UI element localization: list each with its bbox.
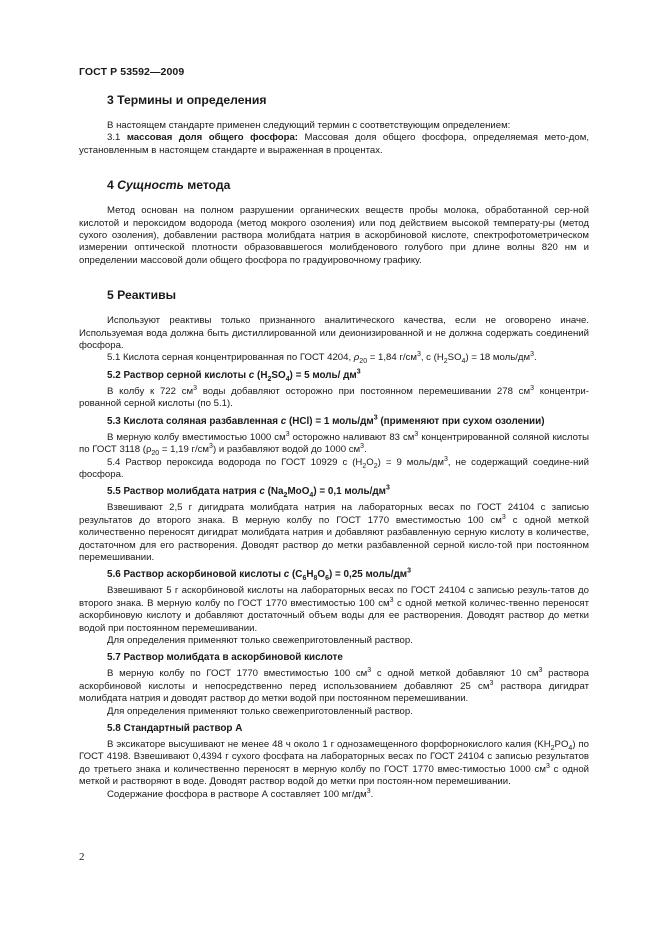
section-4-title: 4 Сущность метода (107, 178, 231, 193)
s5-6-text: Взвешивают 5 г аскорбиновой кислоты на лабораторных весах по ГОСТ 24104 с записью резуль-татов до второго знака. В мерную колбу по ГОСТ 1770 вместимостью 100 $см^3$ с одной меткой количес-твенно переносят аскорбиновую кислоту и добавляют достаточный объем воды для ее растворения. Доводят раствор до метки водой при постоянном перемешивании. (79, 585, 589, 634)
s5-4-text: 5.4 Раствор пероксида водорода по ГОСТ 10929 c $(H_2O_2) = 9$ моль/$дм^3$, не содержащий соедине-ний фосфора. (79, 455, 589, 480)
s5-5-text: Взвешивают 2,5 г дигидрата молибдата натрия на лабораторных весах по ГОСТ 24104 с записью результатов до второго знака. В мерную колбу по ГОСТ 1770 вместимостью 100 $см^3$ с одной меткой количественно переносят дигидрат молибдата натрия и добавляют разбавленную серную кислоту в количестве, достаточном для его растворения. Доводят раствор до метки разбавленной серной кисло-той при постоянном перемешивании. (79, 502, 590, 563)
s5-8-heading: 5.8 Стандартный раствор А (107, 723, 243, 734)
page-number: 2 (79, 851, 85, 863)
s5-7-note: Для определения применяют только свежеприготовленный раствор. (107, 705, 413, 717)
s5-7-heading: 5.7 Раствор молибдата в аскорбиновой кислоте (107, 652, 343, 664)
s5-6-note: Для определения применяют только свежеприготовленный раствор. (107, 634, 413, 646)
s5-8-note: Содержание фосфора в растворе А составляет 100 $мг/дм^3$. (107, 787, 374, 800)
s3-intro: В настоящем стандарте применен следующий термин с соответствующим определением: (107, 120, 511, 131)
s5-1-paragraph: 5.1 Кислота серная концентрированная по ГОСТ 4204, $\rho_{20} = 1,84$ $г/см^3$, c $(H_2SO_4) = 18$ моль/$дм^3$. (107, 351, 537, 366)
s5-2-heading: 5.2 Раствор серной кислоты c $(H_2SO_4) = 5$ моль/ $дм^3$ (107, 368, 361, 383)
s5-intro: Используют реактивы только признанного аналитического качества, если не оговорено иначе. Используемая вода должна быть дистиллированной или деионизированной и не должна содержать соединений фосфора. (79, 315, 589, 352)
s5-6-heading: 5.6 Раствор аскорбиновой кислоты c $(C_6H_8O_6) = 0,25$ моль/$дм^3$ (107, 568, 412, 583)
document-body (79, 92, 589, 801)
s5-3-text: В мерную колбу вместимостью 1000 $см^3$ осторожно наливают 83 $см^3$ концентрированной соляной кислоты по ГОСТ 3118 ($\rho_{20} = 1,19$ $г/см^3$) и разбавляют водой до 1000 $см^3$. (79, 430, 589, 457)
section-5-title: 5 Реактивы (107, 288, 177, 303)
s3-term-paragraph: 3.1 массовая доля общего фосфора: Массовая доля общего фосфора, определяемая мето-дом, установленным в настоящем стандарте и выраженная в процентах. (79, 132, 589, 156)
s5-5-heading: 5.5 Раствор молибдата натрия c $(Na_2MoO_4) = 0,1$ моль/$дм^3$ (107, 485, 390, 500)
s4-text: Метод основан на полном разрушении органических веществ пробы молока, обработанной сер-ной кислотой и пероксидом водорода (метод мокрого озоления) или под действием высокой температу-ры (метод сухого озоления), добавлении раствора молибдата натрия в аскорбиновой кислоте, спектрофотометрическом измерении оптической плотности образовавшегося молибденового голубого при длине волны 820 нм и определении массовой доли общего фосфора по градуировочному графику. (79, 205, 589, 266)
doc-header: ГОСТ Р 53592—2009 (79, 66, 185, 78)
section-3-title: 3 Термины и определения (107, 93, 267, 107)
s5-8-text: В эксикаторе высушивают не менее 48 ч около 1 г однозамещенного форфорнокислого калия $(KH_2PO_4)$ по ГОСТ 4198. Взвешивают 0,4394 г сухого фосфата на лабораторных весах по ГОСТ 24104 с записью результатов до третьего знака и количественно переносят в мерную колбу по ГОСТ 1770 вмес-тимостью 1000 $см^3$ с одной меткой и растворяют в воде. Доводят раствор водой до метки при постоян-ном перемешивании. (79, 739, 590, 788)
s5-3-heading: 5.3 Кислота соляная разбавленная c (HCl) = 1 моль/$дм^3$ (применяют при сухом озолении) (107, 414, 545, 427)
s5-2-text: В колбу к 722 $см^3$ воды добавляют осторожно при постоянном перемешивании 278 $см^3$ концентри-рованной серной кислоты (по 5.1). (79, 384, 589, 410)
s5-7-text: В мерную колбу по ГОСТ 1770 вместимостью 100 $см^3$ с одной меткой добавляют 10 $см^3$ раствора аскорбиновой кислоты и непосредственно перед использованием добавляют 25 $см^3$ раствора дигидрат молибдата натрия и доводят раствор до метки водой при постоянном перемешивании. (79, 667, 589, 705)
